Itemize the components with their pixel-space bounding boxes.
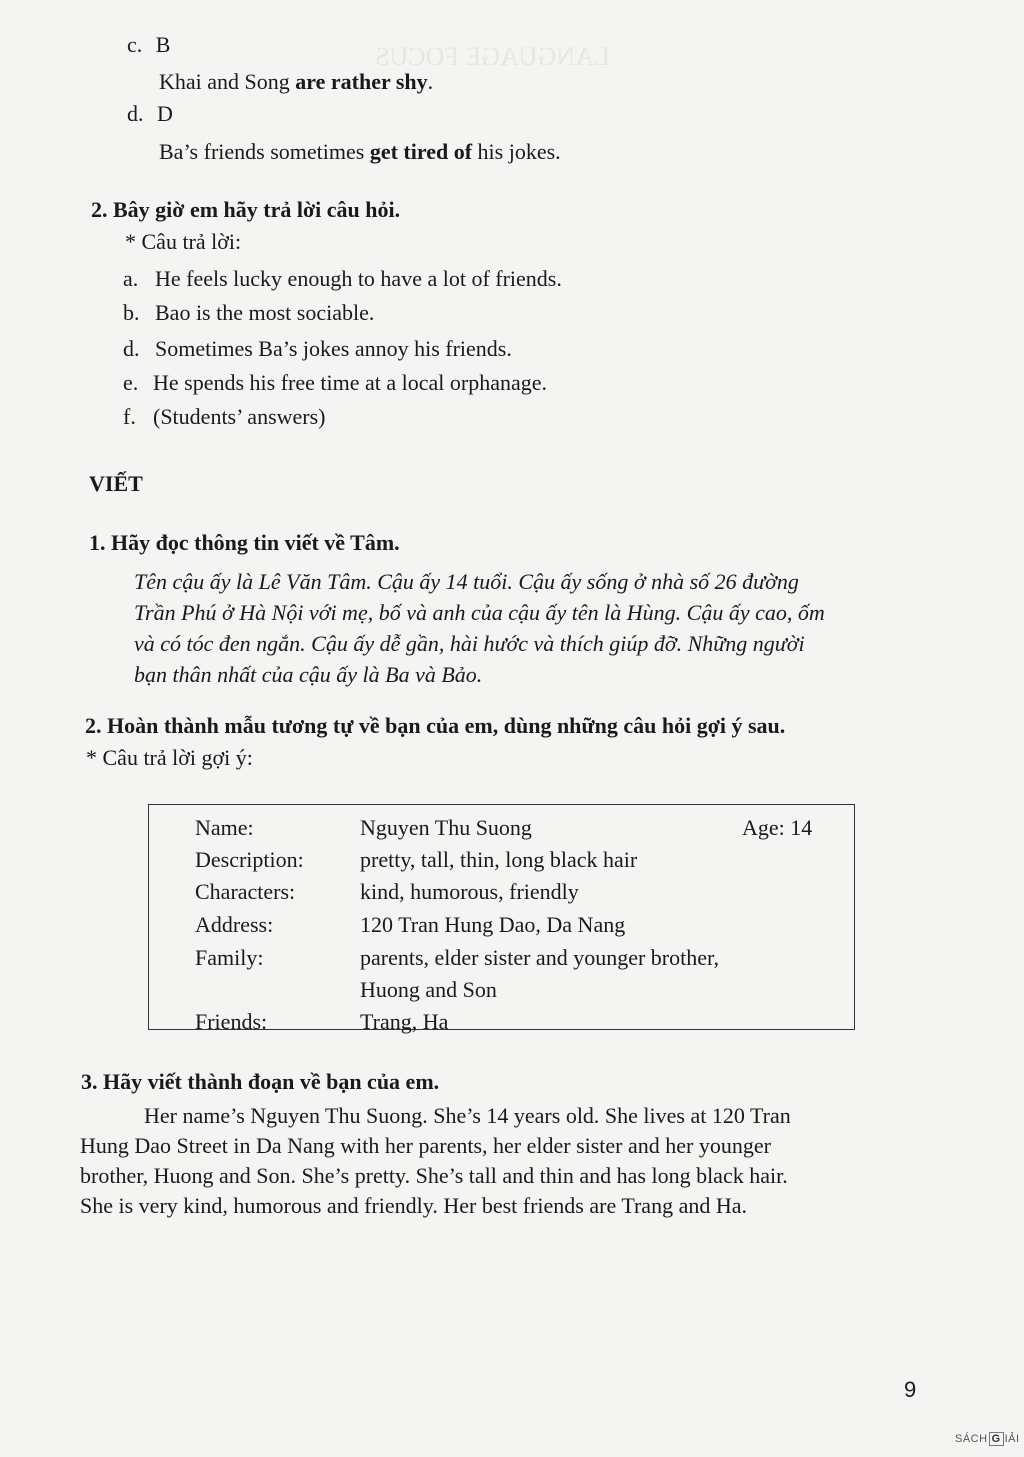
write2-heading: 2. Hoàn thành mẫu tương tự về bạn của em, dùng những câu hỏi gợi ý sau. — [85, 713, 786, 738]
paragraph-line: Hung Dao Street in Da Nang with her parents, her elder sister and her younger — [80, 1133, 771, 1158]
answer-d-sentence — [159, 139, 561, 165]
answer-c-sentence-bold: are rather shy — [295, 69, 428, 94]
answer-c-sentence-post: . — [427, 69, 434, 94]
form-row-characters — [149, 878, 854, 908]
form-label: Name: — [195, 815, 254, 840]
write3-paragraph — [80, 1101, 791, 1221]
form-row-family — [149, 944, 854, 974]
question2-answer-f — [123, 404, 326, 430]
question2-heading: 2. Bây giờ em hãy trả lời câu hỏi. — [91, 197, 401, 222]
answer-text: He spends his free time at a local orphanage. — [153, 370, 548, 395]
answer-text: (Students’ answers) — [153, 404, 326, 429]
form-row-address — [149, 911, 854, 941]
paragraph-line: Tên cậu ấy là Lê Văn Tâm. Cậu ấy 14 tuổi. Cậu ấy sống ở nhà số 26 đường — [134, 569, 799, 594]
ghost-text: LANGUAGE FOCUS — [375, 42, 610, 71]
write1-heading: 1. Hãy đọc thông tin viết về Tâm. — [89, 530, 400, 555]
write2-answer-label: * Câu trả lời gợi ý: — [86, 745, 253, 770]
form-label: Family: — [195, 945, 264, 970]
friend-info-form — [148, 804, 855, 1034]
answer-d-sentence-bold: get tired of — [369, 139, 473, 164]
paragraph-line: Trần Phú ở Hà Nội với mẹ, bố và anh của cậu ấy tên là Hùng. Cậu ấy cao, ốm — [134, 600, 825, 625]
form-row-description — [149, 846, 854, 876]
form-value: 120 Tran Hung Dao, Da Nang — [360, 912, 626, 937]
form-label: Characters: — [195, 879, 296, 904]
section-title: VIẾT — [89, 471, 143, 496]
answer-letter: f. — [123, 404, 136, 429]
form-label: Address: — [195, 912, 274, 937]
paragraph-line: brother, Huong and Son. She’s pretty. She’s tall and thin and has long black hair. — [80, 1163, 788, 1188]
answer-letter: b. — [123, 300, 140, 325]
paragraph-line: She is very kind, humorous and friendly. Her best friends are Trang and Ha. — [80, 1193, 747, 1218]
answer-c-sentence — [159, 69, 433, 95]
answer-text: He feels lucky enough to have a lot of friends. — [155, 266, 562, 291]
answer-text: Sometimes Ba’s jokes annoy his friends. — [155, 336, 512, 361]
question2-answer-e — [123, 370, 547, 396]
form-row-friends — [149, 1008, 854, 1038]
question2-answer-label: * Câu trả lời: — [125, 229, 242, 254]
answer-d — [127, 101, 173, 127]
paragraph-line: bạn thân nhất của cậu ấy là Ba và Bảo. — [134, 662, 483, 687]
answer-letter: d. — [123, 336, 140, 361]
paragraph-line: Her name’s Nguyen Thu Suong. She’s 14 years old. She lives at 120 Tran — [144, 1103, 791, 1128]
form-value: pretty, tall, thin, long black hair — [360, 847, 638, 872]
answer-text: Bao is the most sociable. — [155, 300, 375, 325]
form-value: kind, humorous, friendly — [360, 879, 579, 904]
question2-answer-b — [123, 300, 374, 326]
brand-mark: G — [989, 1432, 1004, 1446]
form-value: Nguyen Thu Suong — [360, 815, 532, 840]
answer-letter: e. — [123, 370, 139, 395]
answer-d-sentence-pre: Ba’s friends sometimes — [159, 139, 370, 164]
brand-text-pre: SÁCH — [955, 1433, 988, 1445]
answer-c-letter: c. — [127, 32, 143, 57]
form-label: Friends: — [195, 1009, 268, 1034]
form-value: parents, elder sister and younger brother, — [360, 945, 719, 970]
question2-answer-d — [123, 336, 512, 362]
answer-c-value: B — [155, 32, 171, 57]
write3-heading: 3. Hãy viết thành đoạn về bạn của em. — [81, 1069, 440, 1094]
form-value: Huong and Son — [360, 977, 497, 1002]
form-value: Trang, Ha — [360, 1009, 449, 1034]
form-row-family-cont — [149, 976, 854, 1006]
form-row-name — [149, 814, 854, 844]
answer-letter: a. — [123, 266, 139, 291]
brand-text-post: IẢI — [1004, 1433, 1020, 1445]
form-label: Description: — [195, 847, 304, 872]
answer-d-sentence-post: his jokes. — [472, 139, 561, 164]
brand-logo — [955, 1432, 1020, 1446]
write1-paragraph — [134, 566, 825, 690]
paragraph-line: và có tóc đen ngắn. Cậu ấy dễ gần, hài hước và thích giúp đỡ. Những người — [134, 631, 805, 656]
form-age: Age: 14 — [742, 815, 813, 840]
page-number: 9 — [904, 1377, 917, 1402]
answer-d-letter: d. — [127, 101, 144, 126]
answer-d-value: D — [157, 101, 173, 126]
answer-c — [127, 32, 170, 58]
answer-c-sentence-pre: Khai and Song — [159, 69, 296, 94]
question2-answer-a — [123, 266, 562, 292]
